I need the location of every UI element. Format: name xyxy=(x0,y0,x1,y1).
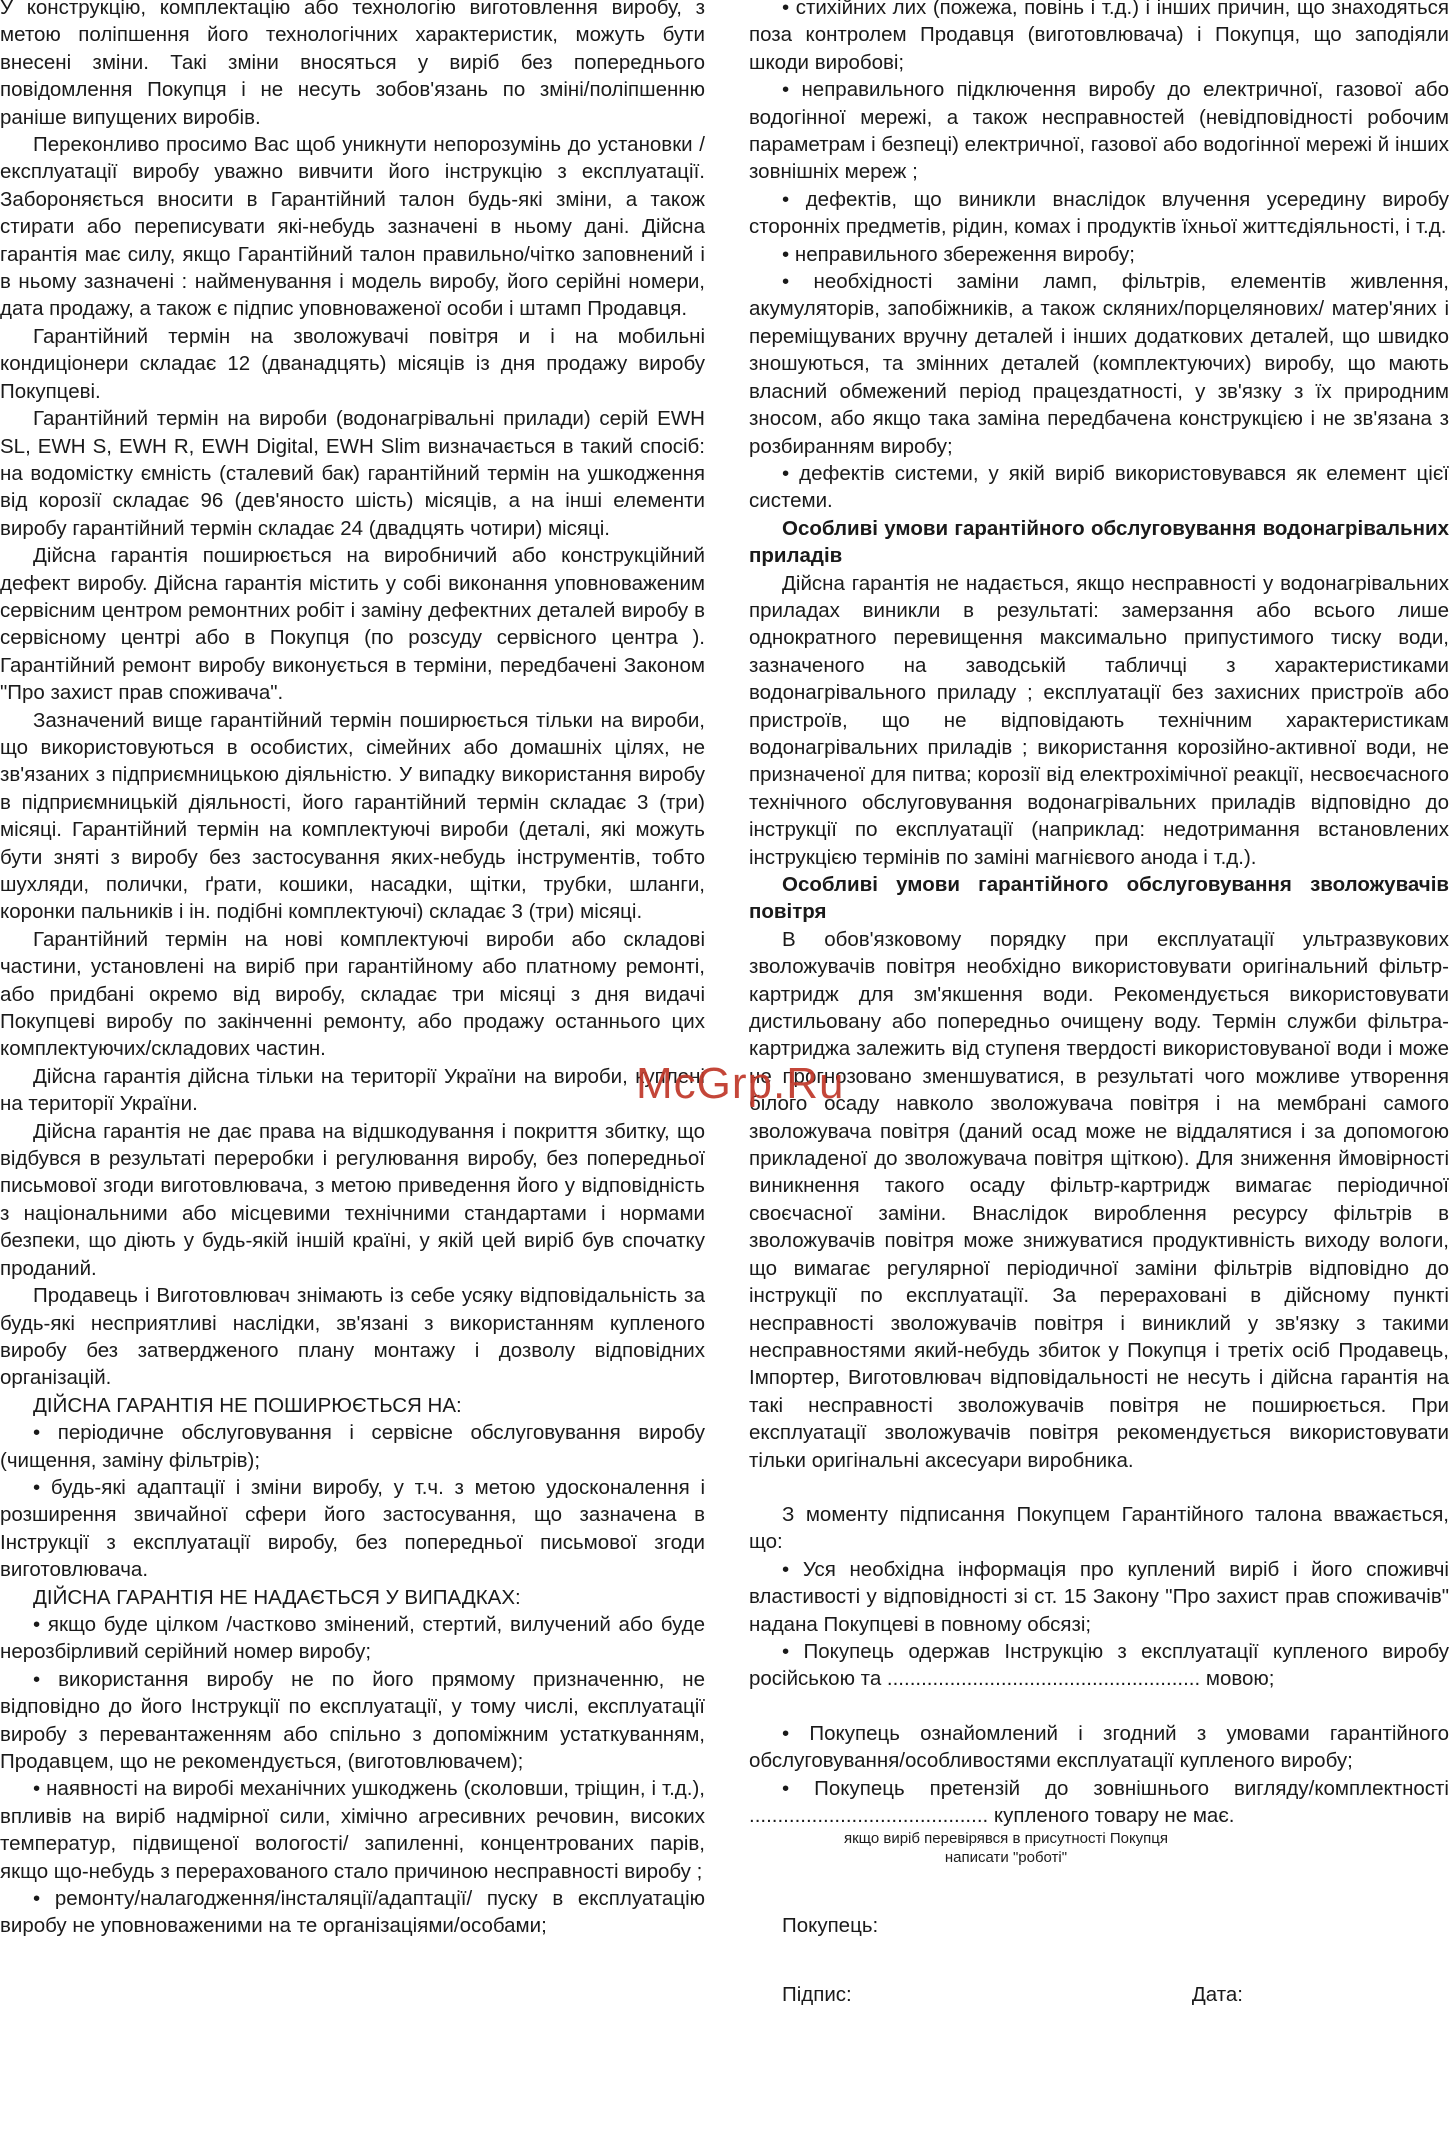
paragraph: Зазначений вище гарантійний термін поширюється тільки на вироби, що використовуються в особистих, сімейних або домашніх цілях, не зв'язаних з підприємницькою діяльністю. У випадку використання виробу в підприємницькій діяльності, його гарантійний термін складає 3 (три) місяці. Гарантійний термін на комплектуючі вироби (деталі, які можуть бути зняті з виробу без застосування яких-небудь інструментів, тобто шухляди, полички, ґрати, кошики, насадки, щітки, трубки, шланги, коронки пальників і ін. подібні комплектуючі) складає 3 (три) місяці. xyxy=(0,708,705,924)
paragraph: У конструкцію, комплектацію або технологію виготовлення виробу, з метою поліпшення його технологічних характеристик, можуть бути внесені зміни. Такі зміни вносяться у виріб без попереднього повідомлення Покупця і не несуть зобов'язань по зміні/поліпшенню раніше випущених виробів. xyxy=(0,0,705,129)
paragraph: • дефектів системи, у якій виріб використовувався як елемент цієї системи. xyxy=(749,461,1449,513)
paragraph: Гарантійний термін на вироби (водонагрівальні прилади) серій EWH SL, EWH S, EWH R, EWH Digital, EWH Slim визначається в такий спосіб: на водомістку ємність (сталевий бак) гарантійний термін на ушкодження від корозії складає 96 (дев'яносто шість) місяців, а на інші елементи виробу гарантійний термін складає 24 (двадцять чотири) місяці. xyxy=(0,407,705,540)
paragraph: • будь-які адаптації і зміни виробу, у т.ч. з метою удосконалення і розширення звичайної сфери його застосування, що зазначена в Інструкції з експлуатації виробу, без попередньої письмової згоди виготовлювача. xyxy=(0,1475,705,1582)
paragraph: З моменту підписання Покупцем Гарантійного талона вважається, що: xyxy=(749,1502,1449,1554)
paragraph: • дефектів, що виникли внаслідок влучення усередину виробу сторонніх предметів, рідин, комах і продуктів їхньої життєдіяльності, і т.д. xyxy=(749,187,1449,239)
section-heading: Особливі умови гарантійного обслуговування водонагрівальних приладів xyxy=(749,516,1449,568)
paragraph: • неправильного збереження виробу; xyxy=(782,242,1135,266)
paragraph: Переконливо просимо Вас щоб уникнути непорозумінь до установки /експлуатації виробу уважно вивчити його інструкцію з експлуатації. Забороняється вносити в Гарантійний талон будь-які зміни, а також стирати або переписувати які-небудь зазначені в ньому дані. Дійсна гарантія має силу, якщо Гарантійний талон правильно/чітко заповнений і в ньому зазначені : найменування і модель виробу, його серійні номери, дата продажу, а також є підпис уповноваженої особи і штамп Продавця. xyxy=(0,133,705,321)
right-column xyxy=(749,0,1449,2008)
list-heading: ДІЙСНА ГАРАНТІЯ НЕ НАДАЄТЬСЯ У ВИПАДКАХ: xyxy=(33,1585,521,1609)
paragraph: Гарантійний термін на нові комплектуючі вироби або складові частини, установлені на виріб при гарантійному або платному ремонті, або придбані окремо від виробу, складає три місяці з дня видачі Покупцеві виробу по закінченні ремонту, або продажу останнього цих комплектуючих/складових частин. xyxy=(0,927,705,1061)
signature-label: Підпис: xyxy=(782,1982,852,2006)
paragraph: • Покупець ознайомлений і згодний з умовами гарантійного обслуговування/особливостями експлуатації купленого виробу; xyxy=(749,1721,1449,1773)
paragraph: • використання виробу не по його прямому призначенню, не відповідно до його Інструкції по експлуатації, у тому числі, експлуатації виробу з перевантаженням або спільно з допоміжним устаткуванням, Продавцем, що не рекомендується, (виготовлювачем); xyxy=(0,1667,705,1773)
paragraph: Дійсна гарантія не дає права на відшкодування і покриття збитку, що відбувся в результаті переробки і регулювання виробу, без попередньої письмової згоди виготовлювача, з метою приведення його у відповідність з національними або місцевими технічними стандартами і нормами безпеки, що діють у будь-якій іншій країні, у якій цей виріб був спочатку проданий. xyxy=(0,1119,705,1280)
paragraph: Продавець і Виготовлювач знімають із себе усяку відповідальність за будь-які несприятливі наслідки, зв'язані з використанням купленого виробу без затвердженого плану монтажу і дозволу відповідних організацій. xyxy=(0,1284,705,1390)
signature-row xyxy=(749,1981,1449,2008)
right-column-body xyxy=(749,0,1449,1829)
paragraph: • періодичне обслуговування і сервісне обслуговування виробу (чищення, заміну фільтрів); xyxy=(0,1421,705,1472)
watermark: McGrp.Ru xyxy=(636,1059,845,1108)
left-column xyxy=(0,0,705,1940)
paragraph: • стихійних лих (пожежа, повінь і т.д.) і інших причин, що знаходяться поза контролем Продавця (виготовлювача) і Покупця, що заподіяли шкоди виробові; xyxy=(749,0,1449,74)
paragraph: Дійсна гарантія поширюється на виробничий або конструкційний дефект виробу. Дійсна гарантія містить у собі виконання уповноваженим сервісним центром ремонтних робіт і заміну дефектних деталей виробу в сервісному центрі або в Покупця (по розсуду сервісного центра ). Гарантійний ремонт виробу виконується в терміни, передбачені Законом "Про захист прав споживача". xyxy=(0,544,705,705)
list-heading: ДІЙСНА ГАРАНТІЯ НЕ ПОШИРЮЄТЬСЯ НА: xyxy=(33,1393,462,1417)
paragraph: Дійсна гарантія дійсна тільки на території України на вироби, куплені на території України. xyxy=(0,1064,705,1116)
paragraph: В обов'язковому порядку при експлуатації ультразвукових зволожувачів повітря необхідно використовувати оригінальний фільтр-картридж для зм'якшення води. Рекомендується використовувати дистильовану або попередньо очищену воду. Термін служби фільтра-картриджа залежить від ступеня твердості використовуваної води і може не прогнозовано зменшуватися, в результаті чого можливе утворення білого осаду навколо зволожувача повітря і на мембрані самого зволожувача повітря (даний осад може не віддалятися і за допомогою прикладеної до зволожувача повітря щіткою). Для зниження ймовірності виникнення такого осаду фільтр-картридж вимагає періодичної своєчасної заміни. Внаслідок вироблення ресурсу фільтрів в зволожувачів повітря може знижуватися продуктивність виходу вологи, що вимагає регулярної періодичної заміни фільтрів відповідно до інструкції по експлуатації. За перераховані в дійсному пункті несправності зволожувачів повітря і виниклий у зв'язку з такими несправностями який-небудь збиток у Покупця і третіх осіб Продавець, Імпортер, Виготовлювач відповідальності не несуть і дійсна гарантія на такі несправності зволожувачів повітря не поширюється. При експлуатації зволожувачів повітря рекомендується використовувати тільки оригінальні аксесуари виробника. xyxy=(749,927,1449,1472)
paragraph: Дійсна гарантія не надається, якщо несправності у водонагрівальних приладах виникли в результаті: замерзання або всього лише однократного перевищення максимально припустимого тиску води, зазначеного на заводській табличці з характеристиками водонагрівального приладу ; експлуатації без захисних пристроїв або пристроїв, що не відповідають технічним характеристикам водонагрівальних приладів ; використання корозійно-активної води, не призначеної для питва; корозії від електрохімічної реакції, несвоєчасного технічного обслуговування водонагрівальних приладів відповідно до інструкції по експлуатації (наприклад: недотримання встановлених інструкцією термінів по заміні магнієвого анода і т.д.). xyxy=(749,571,1449,869)
section-heading: Особливі умови гарантійного обслуговування зволожувачів повітря xyxy=(749,873,1449,924)
date-label: Дата: xyxy=(1191,1982,1243,2006)
paragraph: Гарантійний термін на зволожувачі повітря и і на мобильні кондиціонери складає 12 (дванадцять) місяців із дня продажу виробу Покупцеві. xyxy=(0,324,705,403)
blank-line xyxy=(749,1474,1449,1501)
paragraph: • Уся необхідна інформація про куплений виріб і його споживчі властивості у відповідності зі ст. 15 Закону "Про захист прав споживачів" надана Покупцеві в повному обсязі; xyxy=(749,1557,1449,1636)
presence-note: якщо виріб перевірявся в присутності Покупця написати "роботі" xyxy=(843,1830,1169,1867)
paragraph: • неправильного підключення виробу до електричної, газової або водогінної мережі, а також несправностей (невідповідності робочим параметрам і безпеці) електричної, газової або водогінної мережі й інших зовнішніх мереж ; xyxy=(749,78,1449,184)
blank-line xyxy=(749,1693,1449,1720)
paragraph: • необхідності заміни ламп, фільтрів, елементів живлення, акумуляторів, запобіжників, а також скляних/порцелянових/ матер'яних і переміщуваних вручну деталей і інших додаткових деталей, що швидко зношуються, та змінних деталей (комплектуючих) виробу, що мають власний обмежений період працездатності, у зв'язку з їх природним зносом, або якщо така заміна передбачена конструкцією і не зв'язана з розбиранням виробу; xyxy=(749,270,1449,458)
paragraph: • ремонту/налагодження/інсталяції/адаптації/ пуску в експлуатацію виробу не уповноваженими на те організаціями/особами; xyxy=(0,1887,705,1938)
paragraph: • якщо буде цілком /частково змінений, стертий, вилучений або буде нерозбірливий серійний номер виробу; xyxy=(0,1612,705,1664)
paragraph: • Покупець претензій до зовнішнього вигляду/комплектності .......................................... купленого товару не має. xyxy=(749,1776,1449,1827)
paragraph: • Покупець одержав Інструкцію з експлуатації купленого виробу російською та ....................................................... мовою; xyxy=(749,1639,1449,1691)
paragraph: • наявності на виробі механічних ушкоджень (сколовши, тріщин, і т.д.), впливів на виріб надмірної сили, хімічно агресивних речовин, високих температур, підвищеної вологості/ запиленні, концентрованих парів, якщо що-небудь з перерахованого стало причиною несправності виробу ; xyxy=(0,1777,705,1883)
buyer-label: Покупець: xyxy=(782,1914,879,1938)
